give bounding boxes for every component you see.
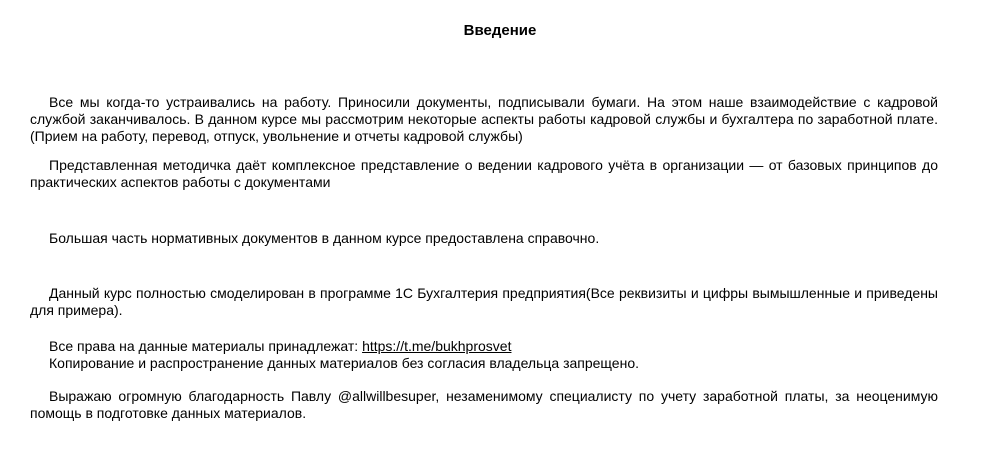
telegram-link[interactable]: https://t.me/bukhprosvet bbox=[362, 338, 512, 354]
paragraph-rights bbox=[30, 338, 938, 372]
paragraph-thanks: Выражаю огромную благодарность Павлу @allwillbesuper, незаменимому специалисту по учету заработной платы, за неоценимую помощь в подготовке данных материалов. bbox=[30, 388, 938, 421]
paragraph-intro: Все мы когда-то устраивались на работу. Приносили документы, подписывали бумаги. На этом наше взаимодействие с кадровой службой заканчивалось. В данном курсе мы рассмотрим некоторые аспекты работы кадровой службы и бухгалтера по заработной плате. (Прием на работу, перевод, отпуск, увольнение и отчеты кадровой службы) bbox=[30, 94, 938, 144]
paragraph-modeling: Данный курс полностью смоделирован в программе 1С Бухгалтерия предприятия(Все реквизиты и цифры вымышленные и приведены для примера). bbox=[30, 285, 938, 318]
rights-prefix: Все права на данные материалы принадлежат: bbox=[49, 338, 363, 354]
rights-line bbox=[30, 338, 938, 355]
paragraph-overview: Представленная методичка даёт комплексное представление о ведении кадрового учёта в организации — от базовых принципов до практических аспектов работы с документами bbox=[30, 157, 938, 190]
paragraph-reference: Большая часть нормативных документов в данном курсе предоставлена справочно. bbox=[49, 230, 600, 246]
copying-line: Копирование и распространение данных материалов без согласия владельца запрещено. bbox=[49, 355, 639, 371]
page-title: Введение bbox=[463, 22, 537, 39]
